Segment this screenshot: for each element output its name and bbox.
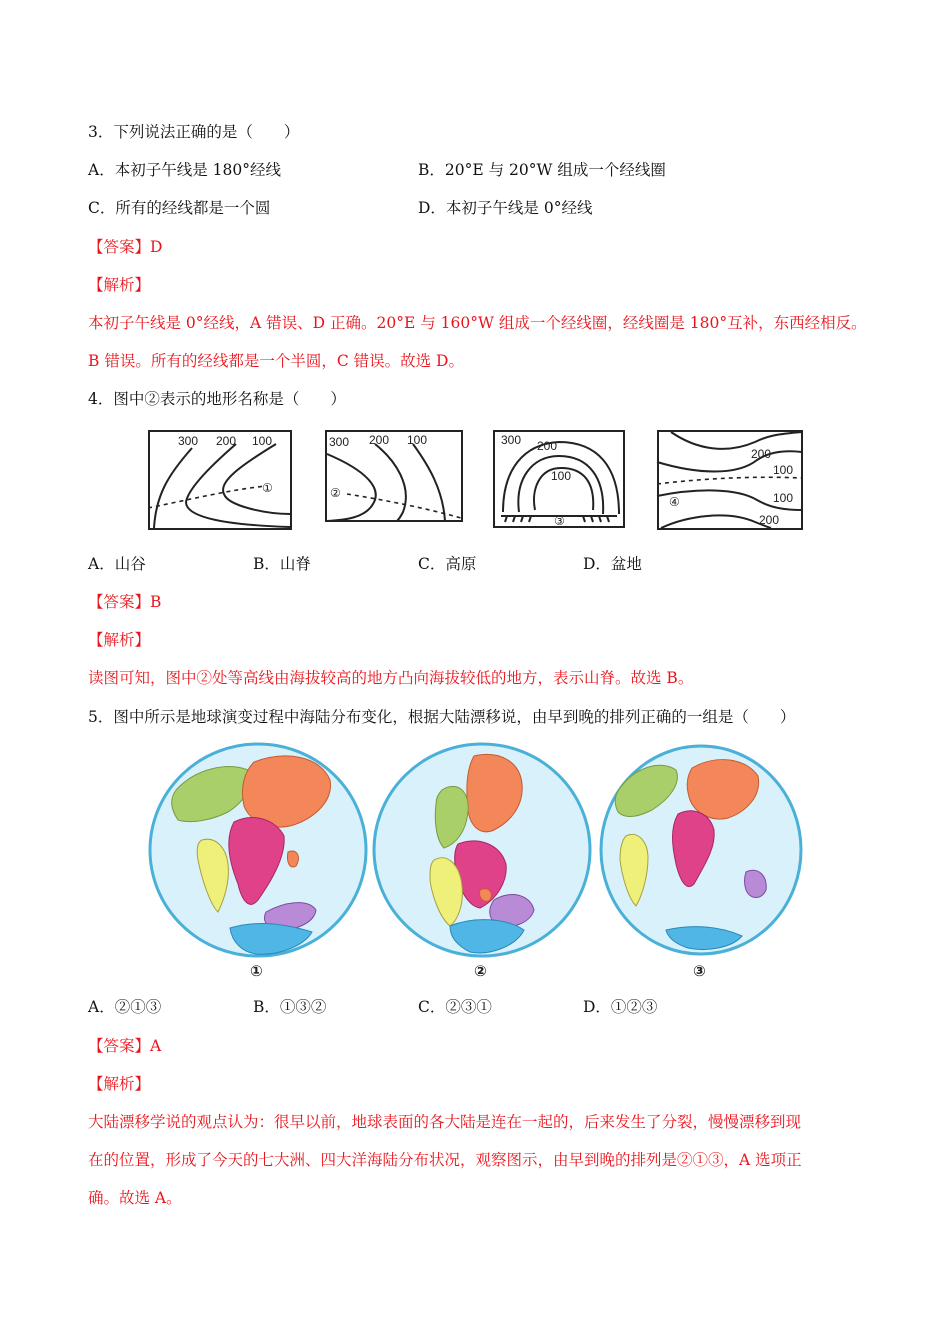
contour-label: 100 bbox=[252, 434, 273, 448]
q4-option-d: D．盆地 bbox=[583, 555, 642, 573]
contour-label: 300 bbox=[501, 433, 522, 447]
q5-analysis-label: 【解析】 bbox=[88, 1075, 151, 1093]
q4-option-c: C．高原 bbox=[418, 555, 477, 573]
q5-stem: 5．图中所示是地球演变过程中海陆分布变化，根据大陆漂移说，由早到晚的排列正确的一组是（ ） bbox=[88, 708, 796, 726]
contour-panel-4 bbox=[657, 430, 803, 530]
contour-label: 100 bbox=[773, 463, 794, 477]
contour-label: 100 bbox=[551, 469, 572, 483]
contour-panel-1 bbox=[148, 430, 292, 530]
contour-label: 300 bbox=[329, 435, 350, 449]
q5-option-d: D．①②③ bbox=[583, 998, 658, 1016]
contour-label: 100 bbox=[407, 433, 428, 447]
q4-option-b: B．山脊 bbox=[253, 555, 311, 573]
point-marker: ① bbox=[262, 481, 273, 495]
q5-analysis-line-1: 大陆漂移学说的观点认为：很早以前，地球表面的各大陆是连在一起的，后来发生了分裂，慢慢漂移到现 bbox=[88, 1113, 802, 1131]
q4-stem: 4．图中②表示的地形名称是（ ） bbox=[88, 390, 346, 408]
contour-label: 200 bbox=[216, 434, 237, 448]
q3-analysis-line-2: B 错误。所有的经线都是一个半圆，C 错误。故选 D。 bbox=[88, 352, 464, 370]
globe-3 bbox=[596, 740, 806, 980]
globe-1 bbox=[146, 740, 370, 980]
q3-answer: 【答案】D bbox=[88, 238, 163, 256]
q4-answer: 【答案】B bbox=[88, 593, 162, 611]
contour-panel-3 bbox=[493, 430, 625, 528]
contour-label: 200 bbox=[537, 439, 558, 453]
q3-option-b: B．20°E 与 20°W 组成一个经线圈 bbox=[418, 161, 666, 179]
globe-caption-2: ② bbox=[474, 962, 487, 980]
globe-2 bbox=[370, 740, 594, 980]
contour-panel-2 bbox=[325, 430, 463, 522]
q3-option-a: A．本初子午线是 180°经线 bbox=[88, 161, 281, 179]
point-marker: ② bbox=[330, 486, 341, 500]
q5-answer: 【答案】A bbox=[88, 1037, 162, 1055]
q5-analysis-line-3: 确。故选 A。 bbox=[88, 1189, 182, 1207]
q3-analysis-line-1: 本初子午线是 0°经线，A 错误、D 正确。20°E 与 160°W 组成一个经线圈，经线圈是 180°互补，东西经相反。 bbox=[88, 314, 867, 332]
q5-option-a: A．②①③ bbox=[88, 998, 162, 1016]
point-marker: ③ bbox=[554, 514, 565, 528]
q5-option-b: B．①③② bbox=[253, 998, 327, 1016]
q4-analysis-label: 【解析】 bbox=[88, 631, 151, 649]
globe-caption-3: ③ bbox=[693, 962, 706, 980]
q5-option-c: C．②③① bbox=[418, 998, 492, 1016]
contour-label: 200 bbox=[369, 433, 390, 447]
contour-label: 100 bbox=[773, 491, 794, 505]
q3-option-c: C．所有的经线都是一个圆 bbox=[88, 199, 271, 217]
q4-analysis-line-1: 读图可知，图中②处等高线由海拔较高的地方凸向海拔较低的地方，表示山脊。故选 B。 bbox=[88, 669, 694, 687]
q3-analysis-label: 【解析】 bbox=[88, 276, 151, 294]
point-marker: ④ bbox=[669, 495, 680, 509]
contour-label: 200 bbox=[751, 447, 772, 461]
contour-label: 200 bbox=[759, 513, 780, 527]
q3-stem: 3．下列说法正确的是（ ） bbox=[88, 123, 300, 141]
q5-analysis-line-2: 在的位置，形成了今天的七大洲、四大洋海陆分布状况，观察图示，由早到晚的排列是②①③，A 选项正 bbox=[88, 1151, 802, 1169]
q4-option-a: A．山谷 bbox=[88, 555, 146, 573]
globe-caption-1: ① bbox=[250, 962, 263, 980]
contour-label: 300 bbox=[178, 434, 199, 448]
q3-option-d: D．本初子午线是 0°经线 bbox=[418, 199, 593, 217]
